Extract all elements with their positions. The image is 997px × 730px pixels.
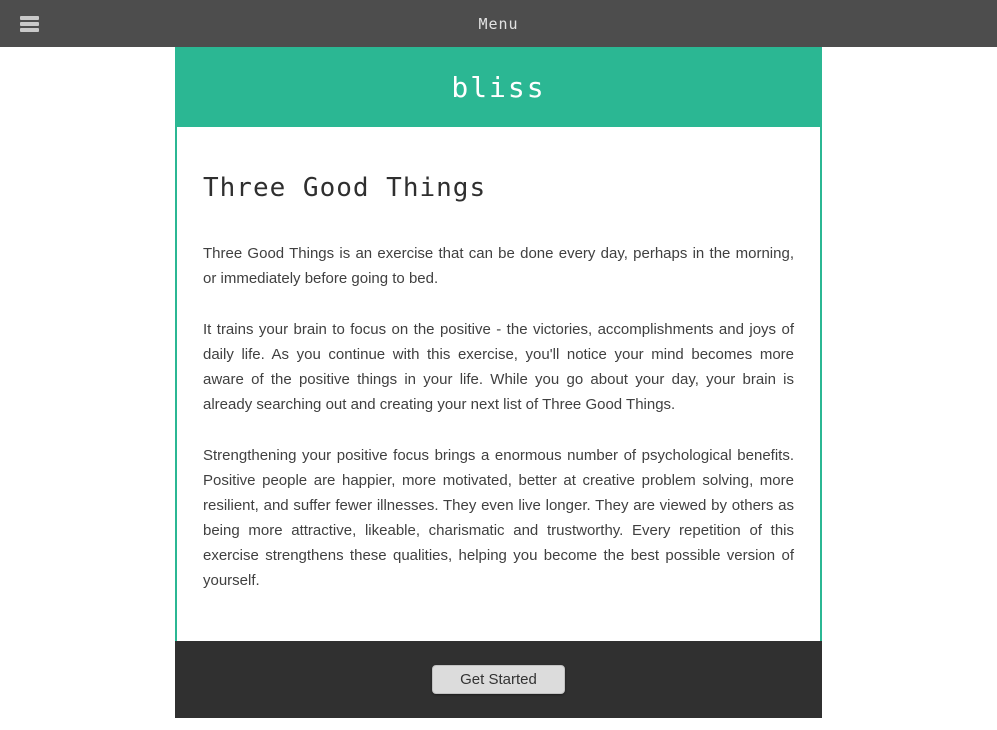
card-body [175, 127, 822, 641]
intro-paragraph: Three Good Things is an exercise that can be done every day, perhaps in the morning, or immediately before going to bed. [203, 245, 794, 287]
page-title: Three Good Things [203, 173, 487, 203]
get-started-button[interactable]: Get Started [432, 665, 565, 694]
content-card [175, 47, 822, 718]
hamburger-icon [20, 16, 39, 20]
app-header [175, 47, 822, 127]
app-title: bliss [451, 70, 546, 104]
hamburger-menu-button[interactable] [20, 16, 39, 32]
brain-training-paragraph: It trains your brain to focus on the positive - the victories, accomplishments and joys of daily life. As you continue with this exercise, you'll notice your mind becomes more aware of the positive things in your life. While you go about your day, your brain is already searching out and creating your next list of Three Good Things. [203, 321, 794, 413]
benefits-paragraph: Strengthening your positive focus brings a enormous number of psychological benefits. Positive people are happier, more motivated, better at creative problem solving, more resilient, and suffer fewer illnesses. They even live longer. They are viewed by others as being more attractive, likeable, charismatic and trustworthy. Every repetition of this exercise strengthens these qualities, helping you become the best possible version of yourself. [203, 447, 794, 589]
card-footer [175, 641, 822, 718]
top-navigation-bar [0, 0, 997, 47]
menu-label: Menu [478, 14, 519, 33]
hamburger-icon [20, 22, 39, 26]
hamburger-icon [20, 28, 39, 32]
